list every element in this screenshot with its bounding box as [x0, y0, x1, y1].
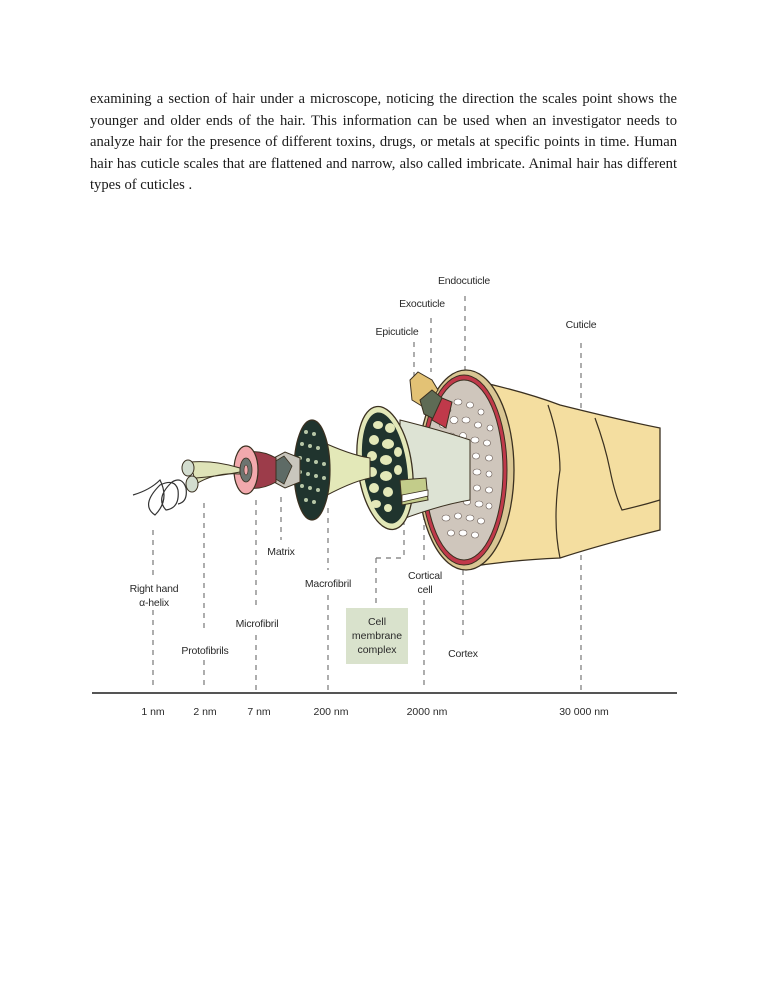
cmc-line2: membrane [351, 630, 403, 642]
label-matrix: Matrix [267, 546, 295, 558]
label-cortical-line1: Cortical [408, 570, 442, 582]
label-cortical-line2: cell [417, 584, 433, 596]
label-protofibrils: Protofibrils [181, 645, 229, 657]
cmc-line3: complex [357, 644, 397, 656]
label-helix-line1: Right hand [129, 583, 179, 595]
cell-membrane-complex-box [346, 608, 408, 664]
label-cuticle: Cuticle [565, 319, 597, 331]
scale-tick: 30 000 nm [559, 706, 609, 718]
scale-tick: 2 nm [193, 706, 217, 718]
label-endocuticle: Endocuticle [437, 275, 491, 287]
scale-tick: 2000 nm [406, 706, 448, 718]
scale-tick: 7 nm [247, 706, 271, 718]
body-paragraph: examining a section of hair under a microscope, noticing the direction the scales point shows the younger and older ends of the hair. This information can be used when an investigator needs to analyze hair for the presence of different toxins, drugs, or metals at specific points in time. Human hair has cuticle scales that are flattened and narrow, also called imbricate. Animal hair has different types of cuticles . [90, 91, 677, 193]
label-epicuticle: Epicuticle [375, 326, 419, 338]
scale-tick: 1 nm [141, 706, 165, 718]
scale-tick: 200 nm [313, 706, 349, 718]
label-helix-line2: α-helix [139, 597, 169, 609]
label-exocuticle: Exocuticle [399, 298, 445, 310]
label-cortex: Cortex [448, 648, 478, 660]
label-macrofibril: Macrofibril [304, 578, 352, 590]
cmc-line1: Cell [367, 616, 387, 628]
label-microfibril: Microfibril [235, 618, 279, 630]
